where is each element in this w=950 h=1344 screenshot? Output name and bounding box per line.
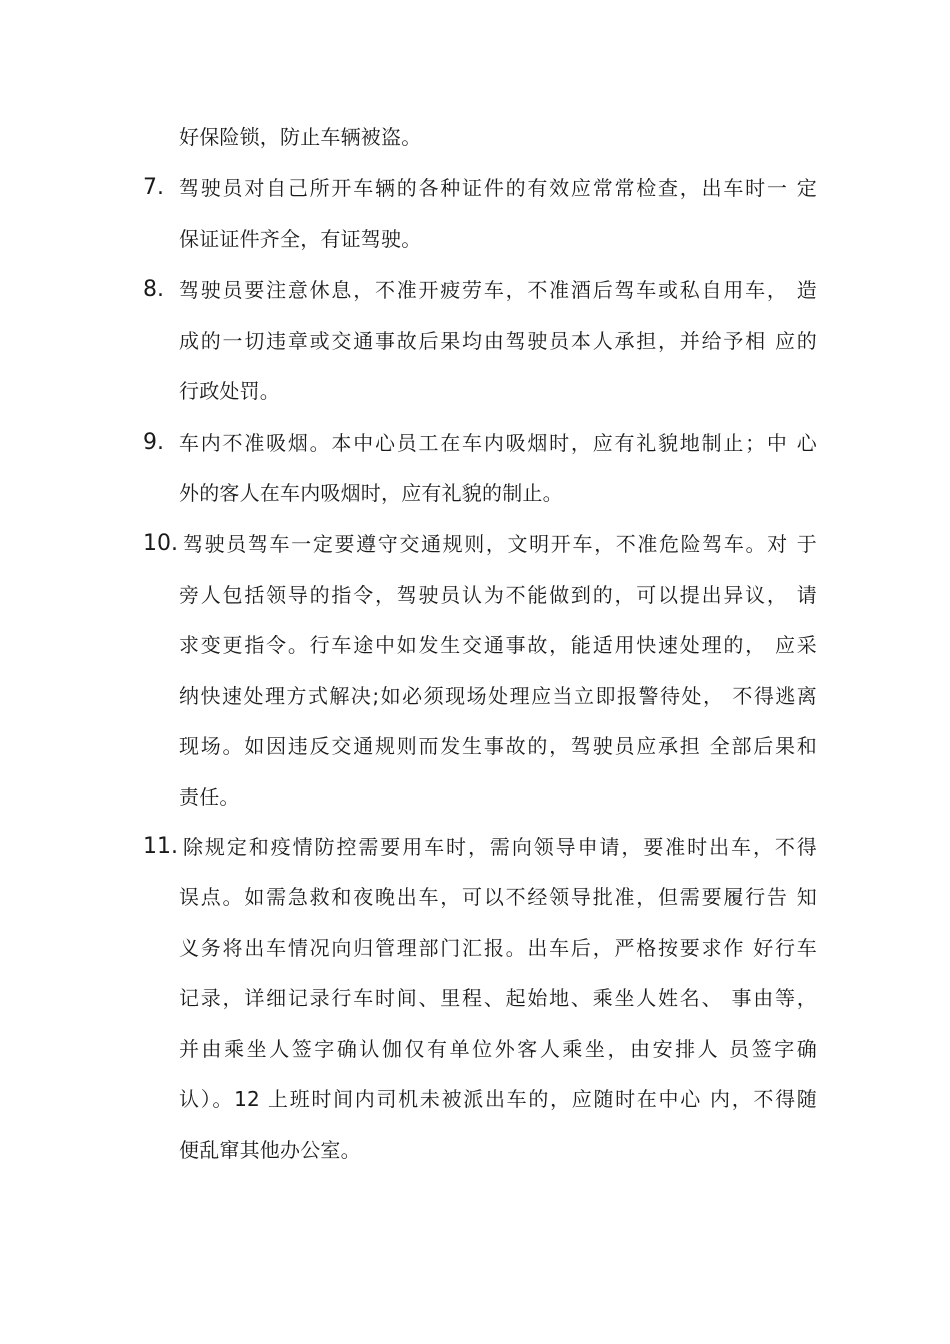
item-number-11: 11. — [143, 834, 178, 859]
text-line: 旁人包括领导的指令，驾驶员认为不能做到的，可以提出异议， 请 — [179, 583, 817, 607]
text-line: 车内不准吸烟。本中心员工在车内吸烟时，应有礼貌地制止；中 心 — [179, 431, 817, 455]
text-line: 行政处罚。 — [179, 379, 280, 403]
item-number-7: 7. — [143, 175, 164, 200]
item-number-9: 9. — [143, 430, 164, 455]
text-line: 义务将出车情况向归管理部门汇报。出车后，严格按要求作 好行车 — [179, 936, 817, 960]
text-line: 现场。如因违反交通规则而发生事故的，驾驶员应承担 全部后果和 — [179, 734, 817, 758]
text-line: 好保险锁，防止车辆被盗。 — [179, 125, 422, 149]
text-line: 成的一切违章或交通事故后果均由驾驶员本人承担，并给予相 应的 — [179, 329, 817, 353]
item-number-8: 8. — [143, 277, 164, 302]
text-line: 误点。如需急救和夜晚出车，可以不经领导批准，但需要履行告 知 — [179, 885, 817, 909]
text-line: 求变更指令。行车途中如发生交通事故，能适用快速处理的， 应采 — [179, 633, 817, 657]
text-line: 认）。12 上班时间内司机未被派出车的，应随时在中心 内，不得随 — [179, 1087, 817, 1111]
text-line: 驾驶员驾车一定要遵守交通规则，文明开车，不准危险驾车。对 于 — [183, 532, 817, 556]
text-line: 记录，详细记录行车时间、里程、起始地、乘坐人姓名、 事由等， — [179, 986, 817, 1010]
text-line: 除规定和疫情防控需要用车时，需向领导申请，要准时出车，不得 — [183, 835, 817, 859]
text-line: 纳快速处理方式解决;如必须现场处理应当立即报警待处， 不得逃离 — [179, 684, 817, 708]
text-line: 外的客人在车内吸烟时，应有礼貌的制止。 — [179, 481, 563, 505]
text-line: 并由乘坐人签字确认伽仅有单位外客人乘坐，由安排人 员签字确 — [179, 1037, 817, 1061]
text-line: 便乱窜其他办公室。 — [179, 1138, 361, 1162]
text-line: 驾驶员要注意休息，不准开疲劳车，不准酒后驾车或私自用车， 造 — [179, 278, 817, 302]
text-line: 保证证件齐全，有证驾驶。 — [179, 227, 422, 251]
item-number-10: 10. — [143, 531, 178, 556]
text-line: 驾驶员对自己所开车辆的各种证件的有效应常常检查，出车时一 定 — [179, 176, 817, 200]
text-line: 责任。 — [179, 785, 240, 809]
